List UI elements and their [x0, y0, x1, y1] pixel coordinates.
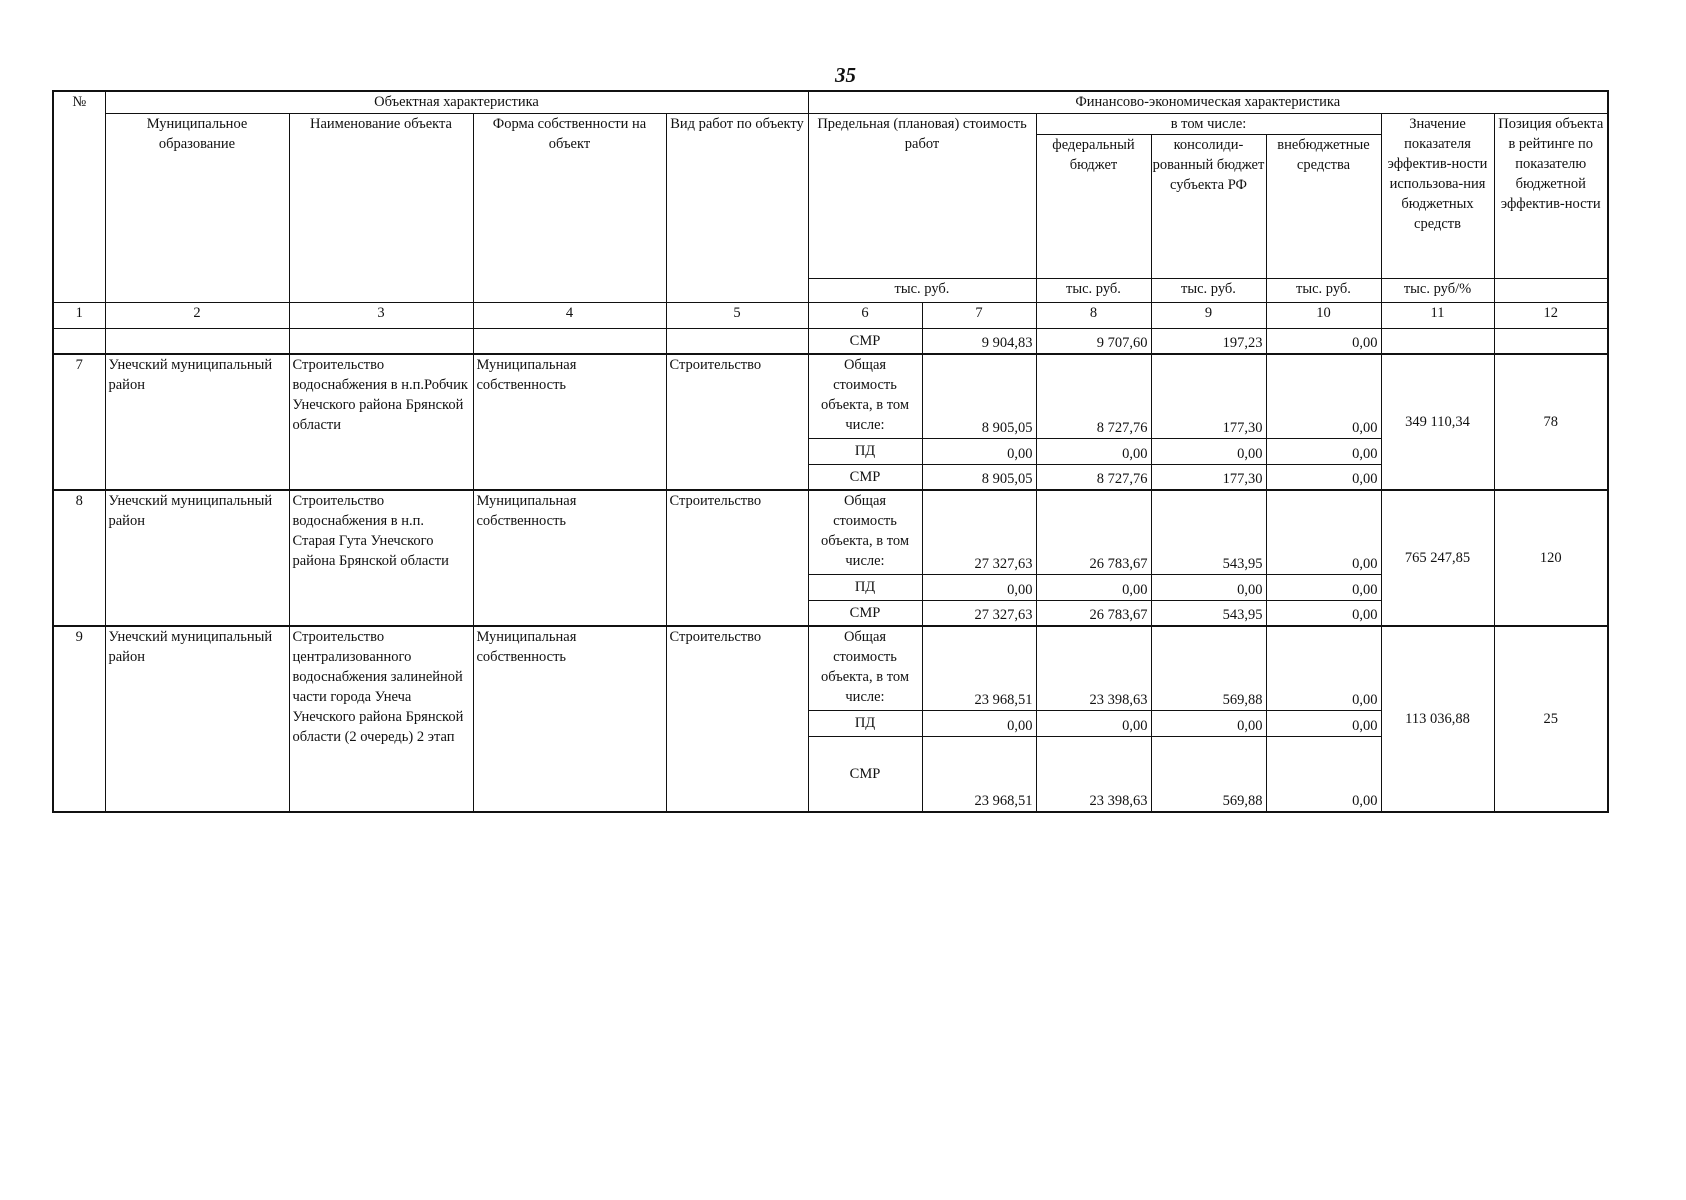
line-label: ПД [808, 574, 922, 600]
line-label: Общая стоимость объекта, в том числе: [808, 354, 922, 438]
col-number: 11 [1381, 302, 1494, 328]
unit-cost: тыс. руб. [808, 278, 1036, 302]
header-row-columns [53, 113, 1608, 278]
line-federal: 8 727,76 [1036, 354, 1151, 438]
line-federal: 23 398,63 [1036, 626, 1151, 710]
line-extra: 0,00 [1266, 354, 1381, 438]
table-row [53, 626, 1608, 710]
line-federal: 26 783,67 [1036, 600, 1151, 626]
col-number: 5 [666, 302, 808, 328]
line-cost: 0,00 [922, 574, 1036, 600]
header-including [1036, 113, 1381, 278]
line-extra: 0,00 [1266, 574, 1381, 600]
page-number: 35 [835, 63, 856, 87]
unit-federal: тыс. руб. [1036, 278, 1151, 302]
row-municipality: Унечский муниципальный район [105, 490, 289, 626]
col-number: 3 [289, 302, 473, 328]
line-federal: 0,00 [1036, 710, 1151, 736]
row-municipality: Унечский муниципальный район [105, 354, 289, 490]
line-label: Общая стоимость объекта, в том числе: [808, 490, 922, 574]
row-object-name: Строительство водоснабжения в н.п. Старая Гута Унечского района Брянской области [289, 490, 473, 626]
header-rating: Позиция объекта в рейтинге по показателю бюджетной эффектив-ности [1494, 113, 1608, 278]
col-number: 10 [1266, 302, 1381, 328]
line-consolidated: 543,95 [1151, 600, 1266, 626]
line-cost: 23 968,51 [922, 736, 1036, 812]
line-federal: 0,00 [1036, 574, 1151, 600]
line-extra: 0,00 [1266, 736, 1381, 812]
column-number-row [53, 302, 1608, 328]
line-label: ПД [808, 438, 922, 464]
line-consolidated: 177,30 [1151, 464, 1266, 490]
line-label: СМР [808, 736, 922, 812]
line-cost: 8 905,05 [922, 354, 1036, 438]
line-extra: 0,00 [1266, 490, 1381, 574]
carry-cost: 9 904,83 [922, 328, 1036, 354]
line-cost: 27 327,63 [922, 490, 1036, 574]
row-work-type: Строительство [666, 626, 808, 812]
line-extra: 0,00 [1266, 464, 1381, 490]
unit-consolidated: тыс. руб. [1151, 278, 1266, 302]
header-work-type: Вид работ по объекту [666, 113, 808, 302]
row-ownership: Муниципальная собственность [473, 354, 666, 490]
row-no: 9 [53, 626, 105, 812]
col-number: 9 [1151, 302, 1266, 328]
row-ownership: Муниципальная собственность [473, 626, 666, 812]
row-ownership: Муниципальная собственность [473, 490, 666, 626]
line-extra: 0,00 [1266, 600, 1381, 626]
line-extra: 0,00 [1266, 626, 1381, 710]
row-no: 8 [53, 490, 105, 626]
table-row [53, 490, 1608, 574]
carry-federal: 9 707,60 [1036, 328, 1151, 354]
row-efficiency: 113 036,88 [1381, 626, 1494, 812]
col-number: 4 [473, 302, 666, 328]
row-municipality: Унечский муниципальный район [105, 626, 289, 812]
line-federal: 26 783,67 [1036, 490, 1151, 574]
line-cost: 0,00 [922, 438, 1036, 464]
line-consolidated: 569,88 [1151, 626, 1266, 710]
row-object-name: Строительство водоснабжения в н.п.Робчик Унечского района Брянской области [289, 354, 473, 490]
header-row-groups [53, 91, 1608, 113]
line-federal: 23 398,63 [1036, 736, 1151, 812]
investment-objects-table [52, 90, 1609, 813]
header-object-name: Наименование объекта [289, 113, 473, 302]
unit-efficiency: тыс. руб/% [1381, 278, 1494, 302]
header-no: № [53, 91, 105, 302]
row-rating: 120 [1494, 490, 1608, 626]
line-cost: 0,00 [922, 710, 1036, 736]
col-number: 7 [922, 302, 1036, 328]
header-finance-group: Финансово-экономическая характеристика [808, 91, 1608, 113]
line-consolidated: 0,00 [1151, 438, 1266, 464]
row-no: 7 [53, 354, 105, 490]
line-consolidated: 0,00 [1151, 710, 1266, 736]
col-number: 6 [808, 302, 922, 328]
header-extrabudget: внебюджетные средства [1277, 136, 1370, 173]
unit-extrabudget: тыс. руб. [1266, 278, 1381, 302]
header-efficiency: Значение показателя эффектив-ности использова-ния бюджетных средств [1381, 113, 1494, 278]
line-label: Общая стоимость объекта, в том числе: [808, 626, 922, 710]
line-cost: 8 905,05 [922, 464, 1036, 490]
line-cost: 23 968,51 [922, 626, 1036, 710]
col-number: 12 [1494, 302, 1608, 328]
row-efficiency: 765 247,85 [1381, 490, 1494, 626]
col-number: 2 [105, 302, 289, 328]
line-federal: 0,00 [1036, 438, 1151, 464]
header-federal: федеральный бюджет [1037, 135, 1152, 278]
carry-extra: 0,00 [1266, 328, 1381, 354]
header-object-group: Объектная характеристика [105, 91, 808, 113]
row-work-type: Строительство [666, 490, 808, 626]
carry-consolidated: 197,23 [1151, 328, 1266, 354]
col-number: 1 [53, 302, 105, 328]
header-ownership: Форма собственности на объект [473, 113, 666, 302]
row-work-type: Строительство [666, 354, 808, 490]
col-number: 8 [1036, 302, 1151, 328]
line-consolidated: 177,30 [1151, 354, 1266, 438]
header-limit-cost: Предельная (плановая) стоимость работ [808, 113, 1036, 278]
unit-rating [1494, 278, 1608, 302]
line-extra: 0,00 [1266, 438, 1381, 464]
header-including-label: в том числе: [1037, 114, 1381, 135]
header-municipality: Муниципальное образование [105, 113, 289, 302]
header-consolidated: консолиди-рованный бюджет субъекта РФ [1152, 135, 1267, 278]
line-label: СМР [808, 600, 922, 626]
row-object-name: Строительство централизованного водоснабжения залинейной части города Унеча Унечского района Брянской области (2 очередь) 2 этап [289, 626, 473, 812]
table-row [53, 354, 1608, 438]
row-rating: 78 [1494, 354, 1608, 490]
line-cost: 27 327,63 [922, 600, 1036, 626]
carry-over-row [53, 328, 1608, 354]
line-consolidated: 0,00 [1151, 574, 1266, 600]
line-federal: 8 727,76 [1036, 464, 1151, 490]
row-efficiency: 349 110,34 [1381, 354, 1494, 490]
header-budget-subcolumns [1037, 135, 1381, 278]
line-consolidated: 543,95 [1151, 490, 1266, 574]
line-label: СМР [808, 464, 922, 490]
line-extra: 0,00 [1266, 710, 1381, 736]
line-label: ПД [808, 710, 922, 736]
line-consolidated: 569,88 [1151, 736, 1266, 812]
carry-label: СМР [808, 328, 922, 354]
row-rating: 25 [1494, 626, 1608, 812]
